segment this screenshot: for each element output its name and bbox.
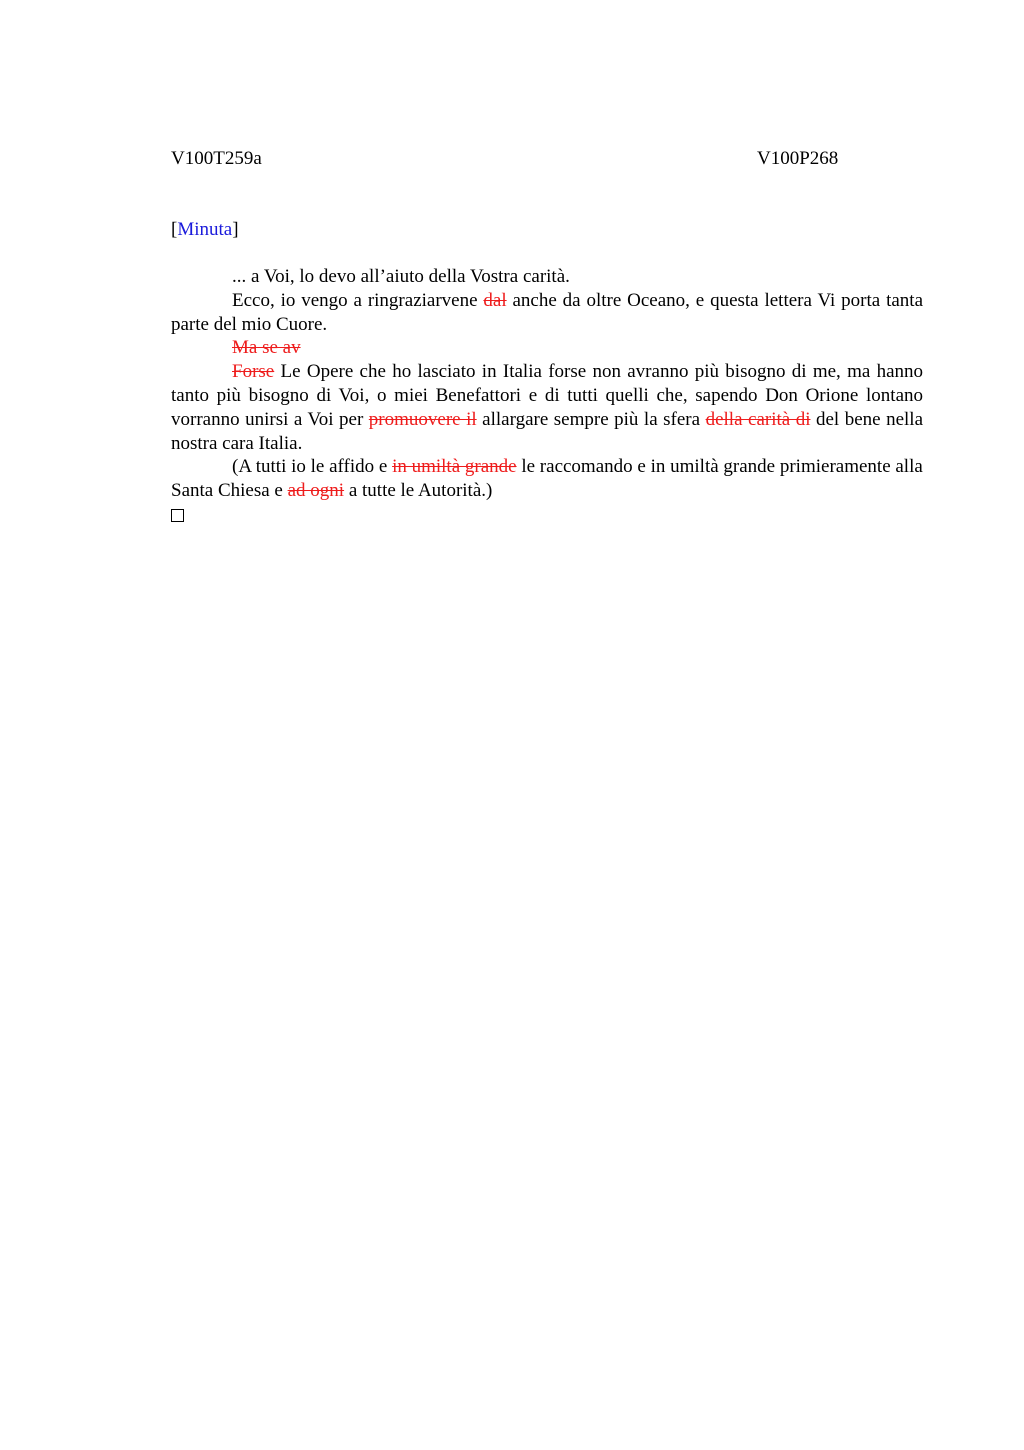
document-code-right: V100P268 bbox=[757, 148, 839, 169]
paragraph-1 bbox=[171, 265, 923, 289]
label-name: Minuta bbox=[177, 219, 233, 240]
paragraph-text: del bene nella nostra cara Italia. bbox=[171, 408, 924, 454]
label-open-bracket: [ bbox=[171, 219, 178, 240]
paragraph-text: a tutte le Autorità.) bbox=[344, 480, 493, 502]
paragraph-text: anche da oltre Oceano, e questa lettera Vi porta tanta parte del mio Cuore. bbox=[171, 289, 924, 335]
label-close-bracket: ] bbox=[232, 219, 239, 240]
document-type-label bbox=[171, 218, 239, 242]
deleted-text: Ma se av bbox=[232, 337, 301, 359]
paragraph-text: allargare sempre più la sfera bbox=[476, 408, 706, 430]
deleted-text: ad ogni bbox=[287, 480, 345, 502]
deleted-text: della carità di bbox=[705, 408, 811, 430]
paragraph-5 bbox=[171, 455, 923, 503]
end-marker-row bbox=[171, 503, 923, 529]
paragraph-text: le raccomando e in umiltà grande primieramente alla Santa Chiesa e bbox=[171, 456, 923, 502]
deleted-text: promuovere il bbox=[368, 408, 477, 430]
paragraph-3 bbox=[171, 336, 923, 360]
deleted-text: dal bbox=[483, 289, 507, 311]
document-body bbox=[171, 265, 923, 529]
deleted-text: in umiltà grande bbox=[392, 456, 517, 478]
paragraph-text: Ecco, io vengo a ringraziarvene bbox=[232, 289, 484, 311]
deleted-text: Forse bbox=[232, 361, 275, 383]
paragraph-text: ... a Voi, lo devo all’aiuto della Vostra carità. bbox=[232, 266, 570, 287]
paragraph-2 bbox=[171, 289, 923, 337]
paragraph-text: (A tutti io le affido e bbox=[232, 456, 393, 478]
document-code-left: V100T259a bbox=[171, 148, 262, 169]
paragraph-text: Le Opere che ho lasciato in Italia forse non avranno più bisogno di me, ma hanno tanto più bisogno di Voi, o miei Benefattori e di tutti quelli che, sapendo Don Orione lontano vorranno unirsi a Voi per bbox=[171, 361, 923, 430]
end-box-icon bbox=[171, 509, 184, 522]
paragraph-4 bbox=[171, 360, 923, 455]
